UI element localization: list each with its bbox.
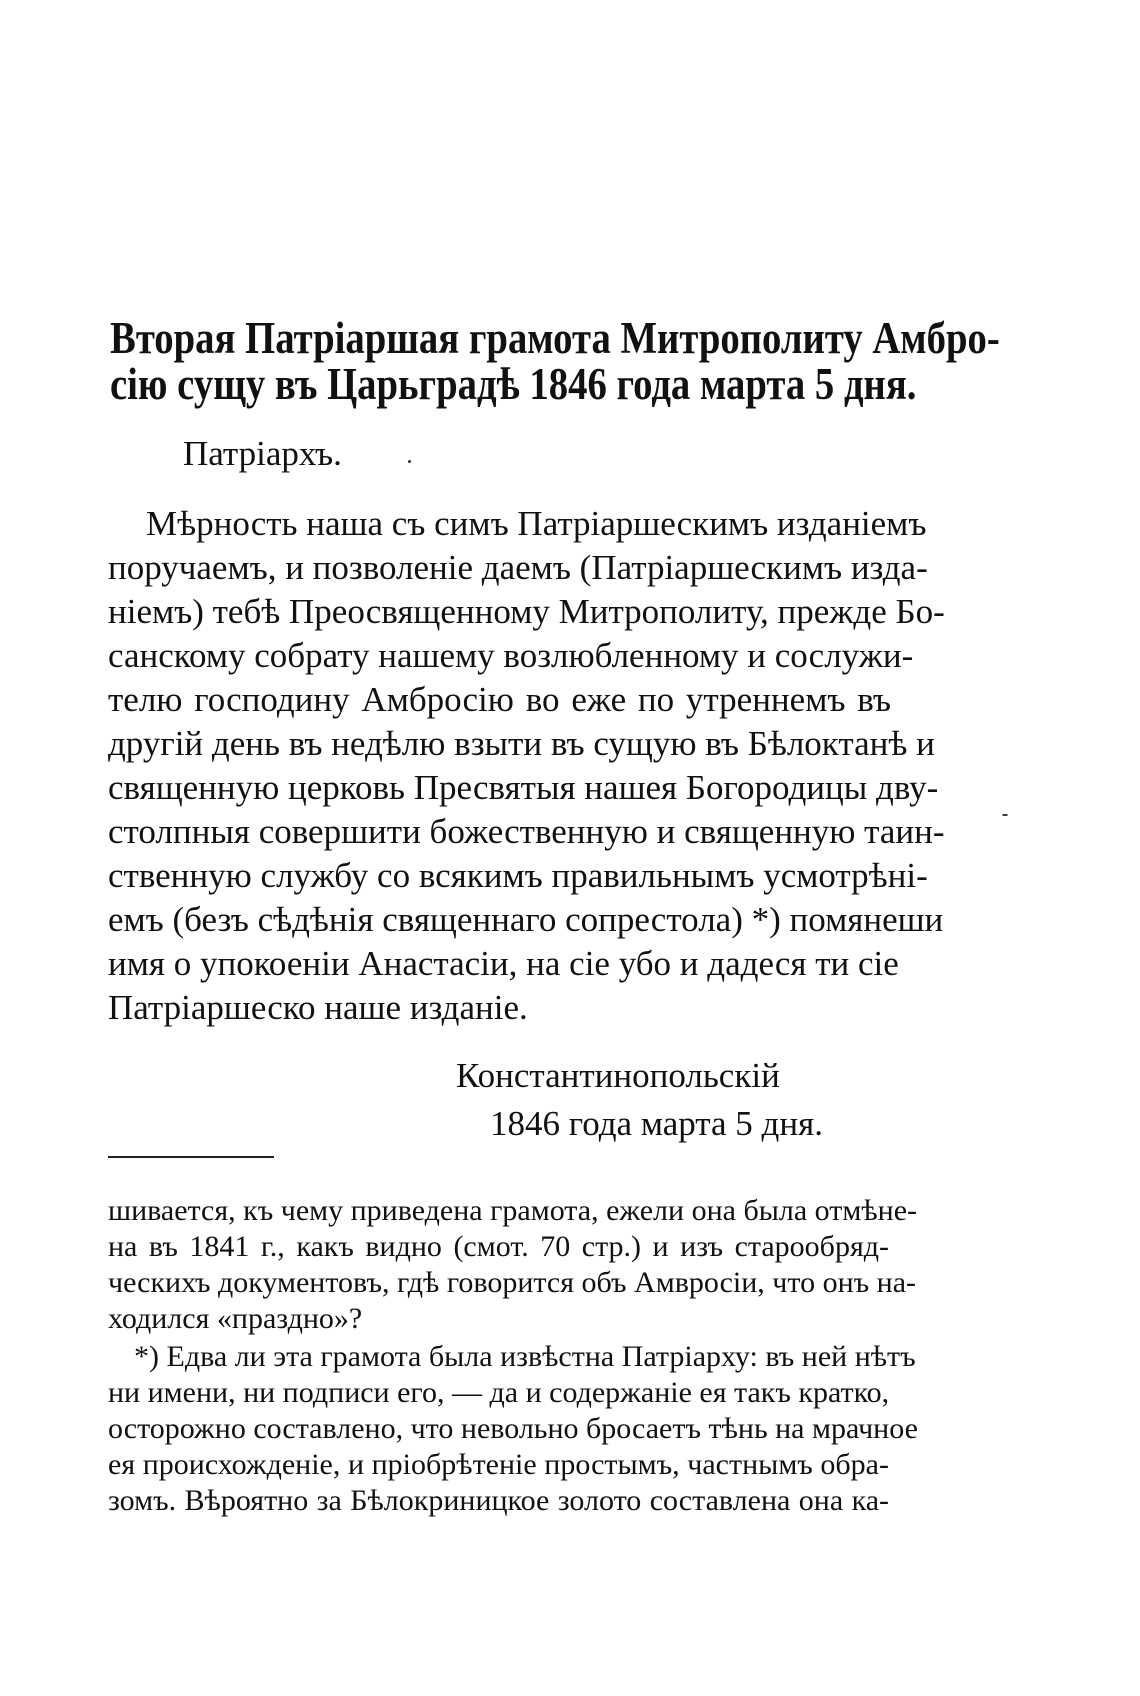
page-title-line-2: сію сущу въ Царьградѣ 1846 года марта 5 дня.	[110, 359, 917, 409]
body-line: другій день въ недѣлю взыти въ сущую въ Бѣлоктанѣ и	[108, 724, 935, 763]
body-line: Патріаршеско наше изданіе.	[108, 988, 528, 1027]
body-line: ственную службу со всякимъ правильнымъ усмотрѣні-	[108, 856, 928, 895]
footnote-star-line: осторожно составлено, что невольно бросаетъ тѣнь на мрачное	[108, 1412, 918, 1445]
body-line: имя о упокоеніи Анастасіи, на сіе убо и дадеся ти сіе	[108, 944, 899, 983]
footnote-star-line: ея происхожденіе, и пріобрѣтеніе простымъ, частнымъ обра-	[108, 1448, 889, 1481]
body-line: ніемъ) тебѣ Преосвященному Митрополиту, прежде Бо-	[108, 592, 945, 631]
signature-date: 1846 года марта 5 дня.	[490, 1104, 823, 1143]
body-line: Мѣрность наша съ симъ Патріаршескимъ изданіемъ	[146, 504, 927, 543]
body-line: поручаемъ, и позволеніе даемъ (Патріаршескимъ изда-	[108, 548, 928, 587]
footnote-divider	[108, 1156, 274, 1158]
footnote-star-line: ни имени, ни подписи его, — да и содержаніе ея такъ кратко,	[108, 1376, 890, 1409]
footnote-line: шивается, къ чему приведена грамота, ежели она была отмѣне-	[108, 1194, 918, 1227]
body-line: священную церковь Пресвятыя нашея Богородицы дву-	[108, 768, 939, 807]
page-title-line-1: Вторая Патріаршая грамота Митрополиту Амбро-	[110, 313, 1000, 363]
body-line: столпныя совершити божественную и священную таин-	[108, 812, 945, 851]
body-line: санскому собрату нашему возлюбленному и сослужи-	[108, 636, 914, 675]
salutation: Патріархъ.	[183, 434, 342, 473]
footnote-line: ческихъ документовъ, гдѣ говорится объ Амвросіи, что онъ на-	[108, 1266, 917, 1299]
body-line: телю господину Амбросію во еже по утреннемъ въ	[108, 680, 891, 719]
ink-speck	[408, 460, 411, 463]
signature-place: Константинопольскій	[456, 1056, 780, 1095]
footnote-line: на въ 1841 г., какъ видно (смот. 70 стр.) и изъ старообряд-	[108, 1230, 889, 1263]
footnote-star-line: зомъ. Вѣроятно за Бѣлокриницкое золото составлена она ка-	[108, 1484, 889, 1517]
body-line: емъ (безъ сѣдѣнія священнаго сопрестола) *) помянеши	[108, 900, 944, 939]
footnote-star-line: *) Едва ли эта грамота была извѣстна Патріарху: въ ней нѣтъ	[134, 1340, 916, 1373]
footnote-line: ходился «праздно»?	[108, 1302, 363, 1335]
ink-speck	[1002, 814, 1008, 816]
